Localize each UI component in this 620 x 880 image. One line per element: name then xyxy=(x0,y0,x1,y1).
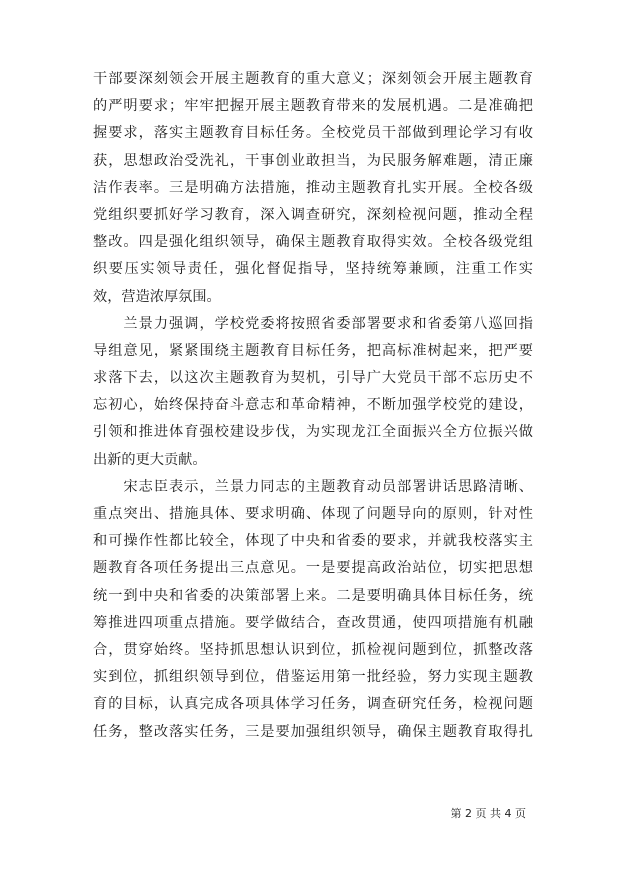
text-line: 出新的更大贡献。 xyxy=(93,451,207,468)
text-line: 和可操作性都比较全，体现了中央和省委的要求，并就我校落实主 xyxy=(93,533,533,550)
text-line: 获，思想政治受洗礼，干事创业敢担当，为民服务解难题，清正廉 xyxy=(93,152,533,169)
text-line: 宋志臣表示，兰景力同志的主题教育动员部署讲话思路清晰、 xyxy=(93,478,533,495)
text-line: 统一到中央和省委的决策部署上来。二是要明确具体目标任务，统 xyxy=(93,587,533,604)
text-line: 育的目标，认真完成各项具体学习任务，调查研究任务，检视问题 xyxy=(93,696,533,713)
text-line: 筹推进四项重点措施。要学做结合，查改贯通，使四项措施有机融 xyxy=(93,614,533,631)
text-line: 引领和推进体育强校建设步伐，为实现龙江全面振兴全方位振兴做 xyxy=(93,424,533,441)
text-line: 党组织要抓好学习教育，深入调查研究，深刻检视问题，推动全程 xyxy=(93,206,533,223)
text-line: 洁作表率。三是明确方法措施，推动主题教育扎实开展。全校各级 xyxy=(93,179,533,196)
text-line: 兰景力强调，学校党委将按照省委部署要求和省委第八巡回指 xyxy=(93,315,533,332)
body-text xyxy=(93,66,533,746)
text-line: 实到位，抓组织领导到位，借鉴运用第一批经验，努力实现主题教 xyxy=(93,669,533,686)
text-line: 织要压实领导责任，强化督促指导，坚持统筹兼顾，注重工作实 xyxy=(93,261,533,278)
text-line: 干部要深刻领会开展主题教育的重大意义；深刻领会开展主题教育 xyxy=(93,71,533,87)
text-line: 导组意见，紧紧围绕主题教育目标任务，把高标准树起来，把严要 xyxy=(93,342,533,359)
text-line: 的严明要求；牢牢把握开展主题教育带来的发展机遇。二是准确把 xyxy=(93,98,533,115)
text-line: 整改。四是强化组织领导，确保主题教育取得实效。全校各级党组 xyxy=(93,234,533,251)
text-line: 重点突出、措施具体、要求明确、体现了问题导向的原则，针对性 xyxy=(93,506,533,522)
text-line: 握要求，落实主题教育目标任务。全校党员干部做到理论学习有收 xyxy=(93,125,533,142)
text-line: 任务，整改落实任务，三是要加强组织领导，确保主题教育取得扎 xyxy=(93,723,533,740)
page-number-footer: 第 2 页 共 4 页 xyxy=(450,807,526,820)
text-line: 题教育各项任务提出三点意见。一是要提高政治站位，切实把思想 xyxy=(93,560,533,577)
text-line: 求落下去，以这次主题教育为契机，引导广大党员干部不忘历史不 xyxy=(93,370,533,387)
text-line: 忘初心，始终保持奋斗意志和革命精神，不断加强学校党的建设， xyxy=(93,397,533,414)
text-line: 合，贯穿始终。坚持抓思想认识到位，抓检视问题到位，抓整改落 xyxy=(93,641,533,658)
text-line: 效，营造浓厚氛围。 xyxy=(93,288,221,305)
